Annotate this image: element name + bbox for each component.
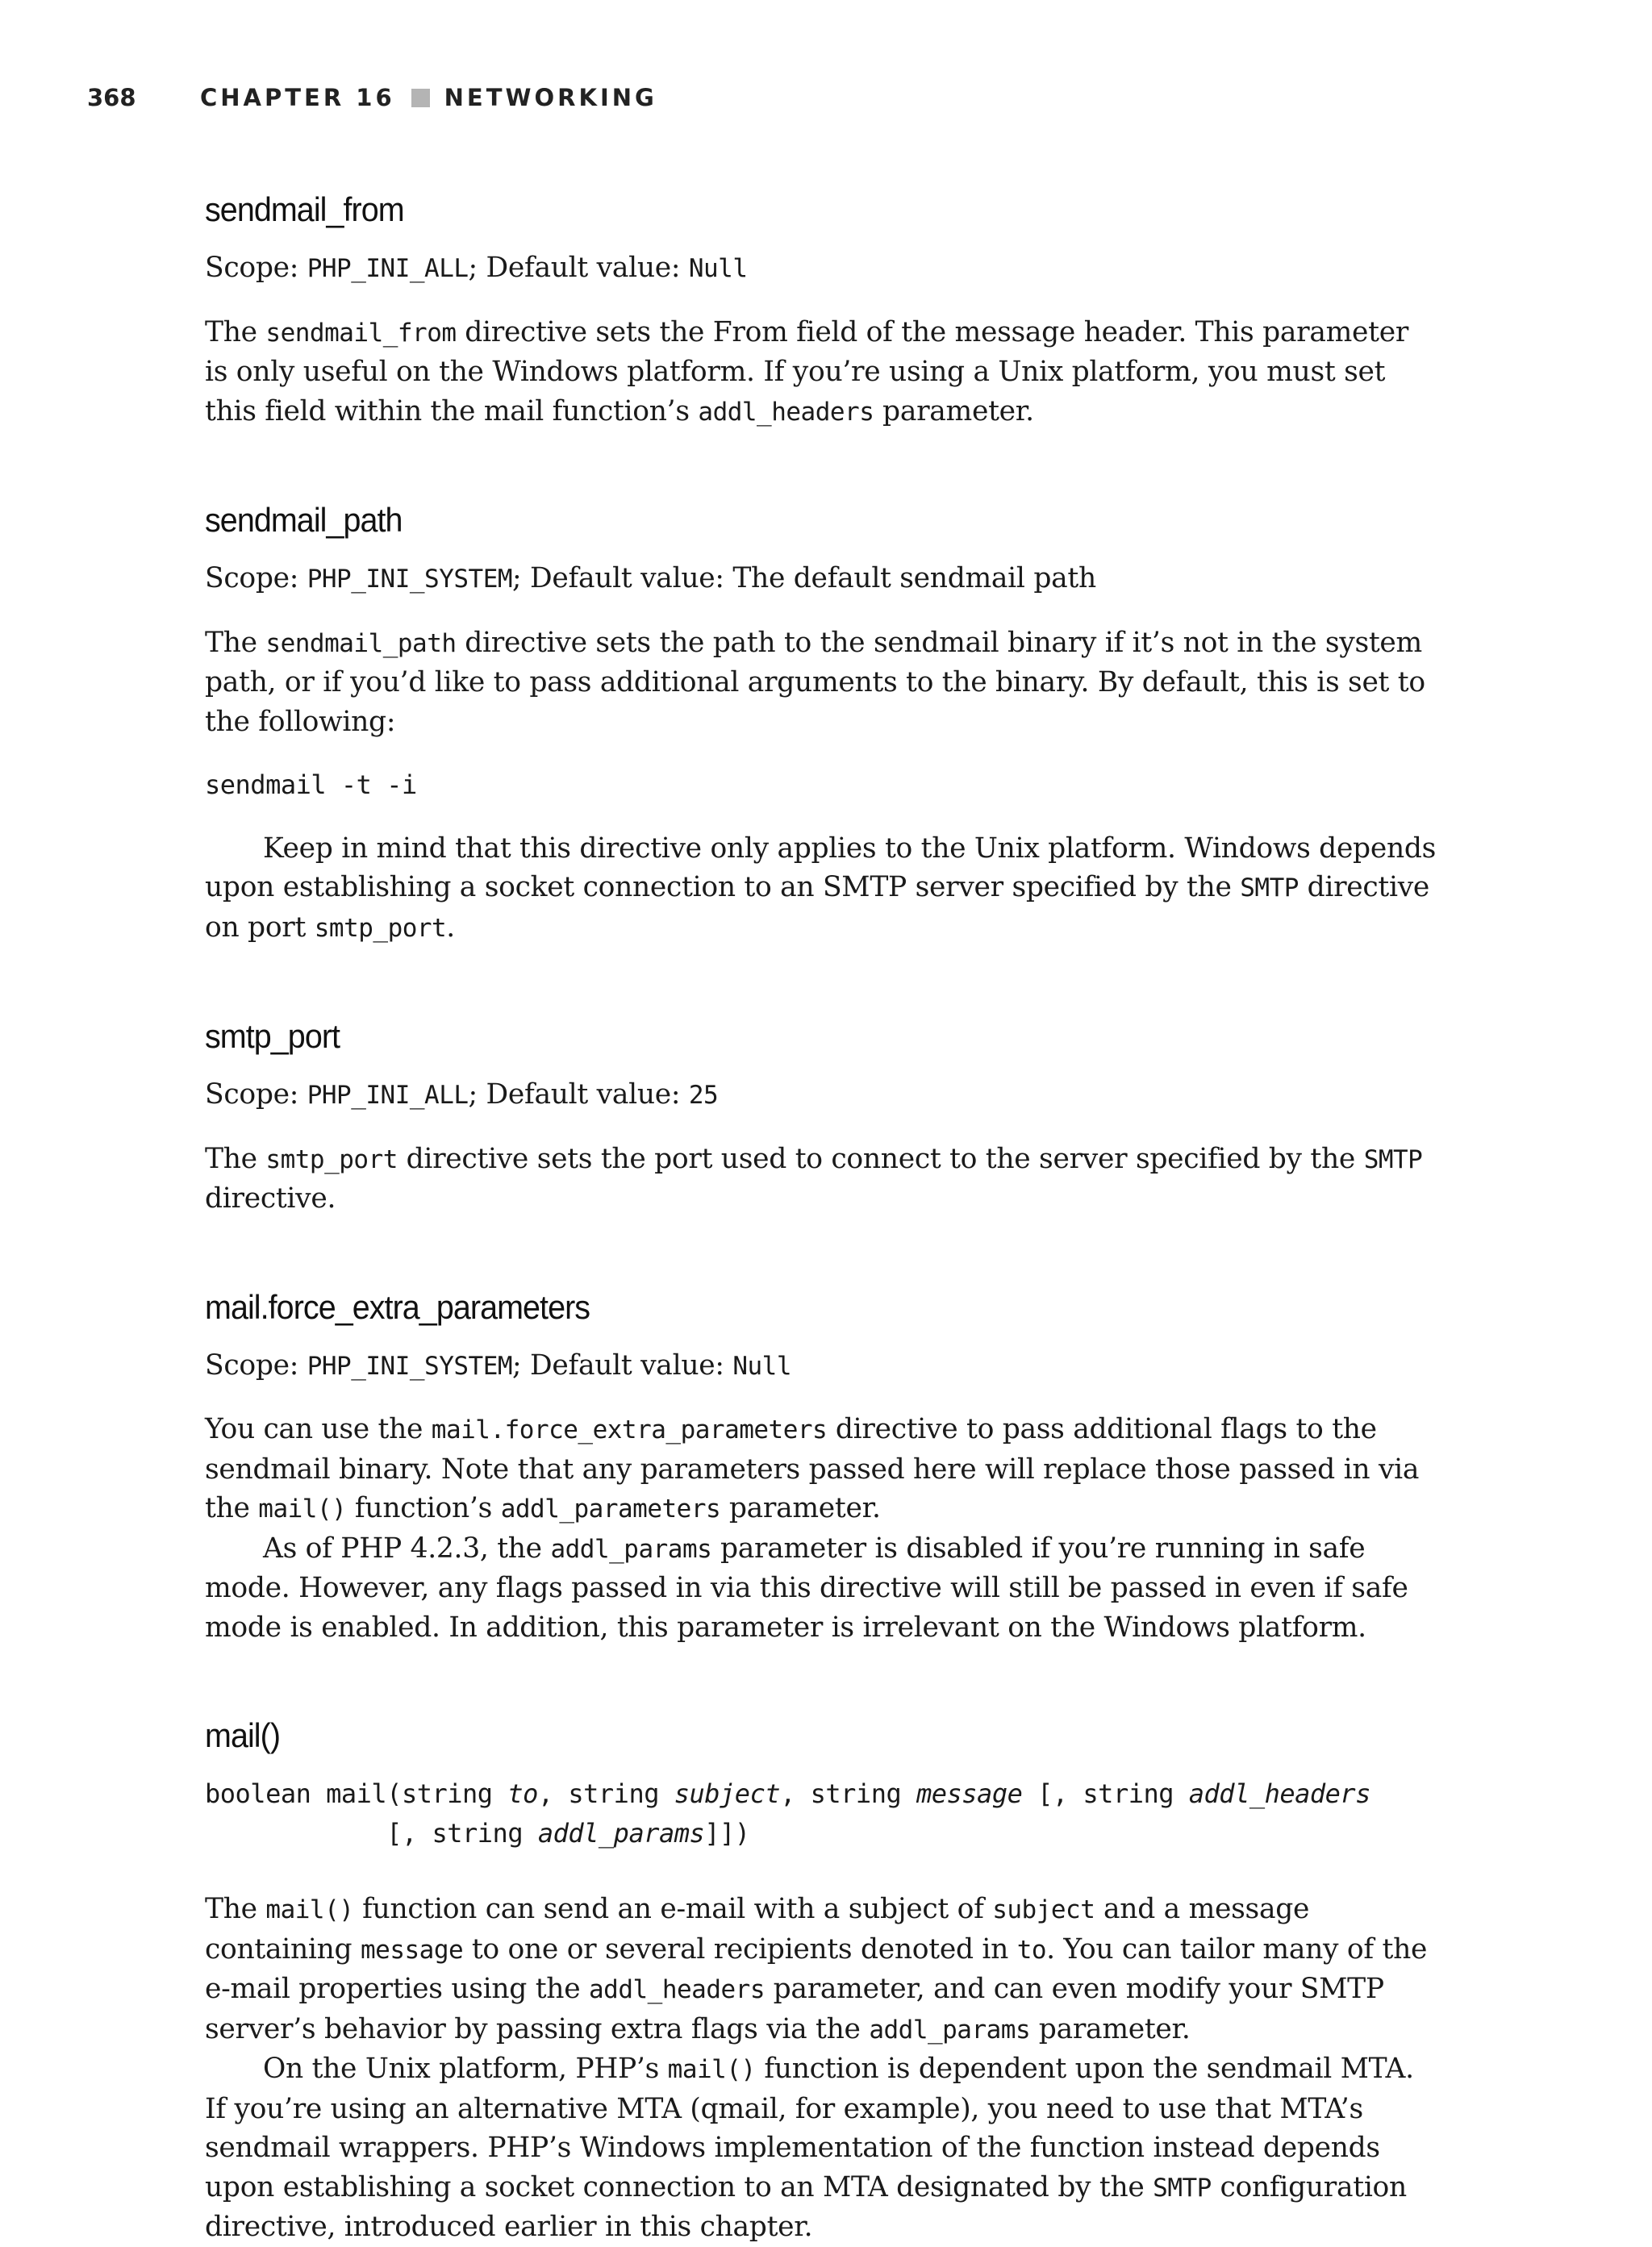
text: You can use the <box>205 1413 432 1445</box>
text: and a message containing <box>205 1893 1310 1966</box>
text: directive sets the port used to connect to the server specified by the <box>397 1142 1364 1175</box>
text: , string <box>537 1778 674 1809</box>
text: ]]) <box>704 1817 750 1849</box>
text: directive to pass additional flags to the sendmail binary. Note that any parameters passed here will replace those passed in via the <box>205 1413 1420 1524</box>
scope-line <box>205 1346 1439 1386</box>
text: function is dependent upon the sendmail MTA. If you’re using an alternative MTA (qmail, for example), you need to use that MTA’s sendmail wrappers. PHP’s Windows implementation of the function instead depends upon establishing a socket connection to an MTA designated by the <box>205 2053 1414 2203</box>
heading-smtp-port: smtp_port <box>205 1017 340 1055</box>
inline-code: addl_params <box>550 1534 712 1564</box>
inline-code: addl_parameters <box>500 1495 721 1524</box>
paragraph <box>205 1890 1439 2049</box>
scope-line <box>205 1075 1439 1115</box>
inline-code: mail() <box>258 1495 347 1524</box>
function-signature <box>205 1774 1439 1853</box>
text: . <box>446 911 455 944</box>
page-number: 368 <box>87 84 136 111</box>
param: addl_params <box>537 1817 705 1849</box>
text: to one or several recipients denoted in <box>463 1932 1017 1966</box>
inline-code: SMTP <box>1153 2173 1212 2203</box>
scope-value: PHP_INI_SYSTEM <box>307 1351 513 1381</box>
text: directive sets the From field of the message header. This parameter is only useful on the Windows platform. If you’re using a Unix platform, you must set this field within the mail function’s <box>205 315 1409 427</box>
text: directive sets the path to the sendmail binary if it’s not in the system path, or if you’d like to pass additional arguments to the binary. By default, this is set to the following: <box>205 626 1425 738</box>
default-value: Null <box>732 1351 791 1381</box>
paragraph <box>205 829 1439 948</box>
chapter-label: CHAPTER 16 <box>200 84 395 111</box>
scope-value: PHP_INI_ALL <box>307 254 469 283</box>
inline-code: smtp_port <box>265 1144 398 1174</box>
text: configuration directive, introduced earlier in this chapter. <box>205 2170 1407 2243</box>
text: function can send an e-mail with a subject of <box>353 1893 993 1925</box>
inline-code: sendmail_from <box>265 318 457 348</box>
scope-value: PHP_INI_SYSTEM <box>307 565 513 594</box>
inline-code: to <box>1016 1935 1047 1965</box>
paragraph <box>205 623 1439 742</box>
section-label: NETWORKING <box>444 84 657 111</box>
text: . You can tailor many of the e-mail properties using the <box>205 1932 1428 2005</box>
running-head <box>87 81 657 114</box>
text: On the Unix platform, PHP’s <box>263 2053 668 2085</box>
heading-force-extra-parameters: mail.force_extra_parameters <box>205 1287 590 1326</box>
text: boolean mail(string <box>205 1778 508 1809</box>
default-value: 25 <box>688 1081 719 1110</box>
paragraph <box>205 2049 1439 2247</box>
scope-label: Scope: <box>205 1078 307 1111</box>
inline-code: SMTP <box>1240 873 1299 903</box>
text: As of PHP 4.2.3, the <box>263 1532 551 1565</box>
text: parameter. <box>874 394 1034 427</box>
inline-code: SMTP <box>1363 1144 1423 1174</box>
text: [, string <box>386 1817 524 1849</box>
text: The <box>205 1142 266 1175</box>
text: parameter is disabled if you’re running in safe mode. However, any flags passed in via this directive will still be passed in even if safe mode is enabled. In addition, this parameter is irrelevant on the Windows platform. <box>205 1532 1408 1644</box>
text: directive. <box>205 1182 336 1215</box>
scope-label: Scope: <box>205 562 307 594</box>
inline-code: addl_headers <box>698 397 874 427</box>
page-body <box>205 187 1439 2247</box>
text: parameter. <box>720 1492 881 1524</box>
heading-mail-function: mail() <box>205 1716 281 1754</box>
text: [, string <box>1022 1778 1189 1809</box>
param: to <box>507 1778 538 1809</box>
text: parameter. <box>1030 2012 1191 2045</box>
paragraph <box>205 313 1439 432</box>
code-block: sendmail -t -i <box>205 769 417 800</box>
inline-code: message <box>361 1935 464 1965</box>
inline-code: mail.force_extra_parameters <box>431 1415 828 1444</box>
scope-label: Scope: <box>205 1349 307 1382</box>
text: parameter, and can even modify your SMTP server’s behavior by passing extra flags via the <box>205 1973 1384 2045</box>
text: The <box>205 315 266 348</box>
inline-code: sendmail_path <box>265 628 457 658</box>
default-label: ; Default value: <box>468 1078 689 1111</box>
heading-sendmail-from: sendmail_from <box>205 190 404 228</box>
default-value: Null <box>688 254 748 283</box>
text: function’s <box>346 1492 501 1524</box>
default-label: ; Default value: The default sendmail path <box>512 562 1096 594</box>
inline-code: smtp_port <box>314 913 447 943</box>
param: addl_headers <box>1188 1778 1370 1809</box>
inline-code: mail() <box>667 2055 756 2084</box>
inline-code: addl_params <box>869 2015 1031 2045</box>
text: The <box>205 626 266 659</box>
separator-square-icon <box>411 89 430 107</box>
paragraph <box>205 1529 1439 1648</box>
scope-value: PHP_INI_ALL <box>307 1081 469 1110</box>
default-label: ; Default value: <box>512 1349 733 1382</box>
text: The <box>205 1893 266 1925</box>
paragraph <box>205 1410 1439 1529</box>
scope-line <box>205 559 1439 599</box>
scope-line <box>205 248 1439 289</box>
text: , string <box>780 1778 916 1809</box>
paragraph <box>205 1140 1439 1219</box>
heading-sendmail-path: sendmail_path <box>205 501 403 539</box>
inline-code: mail() <box>265 1895 354 1924</box>
param: message <box>916 1778 1023 1809</box>
scope-label: Scope: <box>205 252 307 284</box>
default-label: ; Default value: <box>468 252 689 284</box>
param: subject <box>674 1778 781 1809</box>
inline-code: addl_headers <box>589 1975 765 2004</box>
text: Keep in mind that this directive only applies to the Unix platform. Windows depends upon establishing a socket connection to an SMTP server specified by the <box>205 832 1437 903</box>
text: directive on port <box>205 871 1430 944</box>
inline-code: subject <box>992 1895 1095 1924</box>
